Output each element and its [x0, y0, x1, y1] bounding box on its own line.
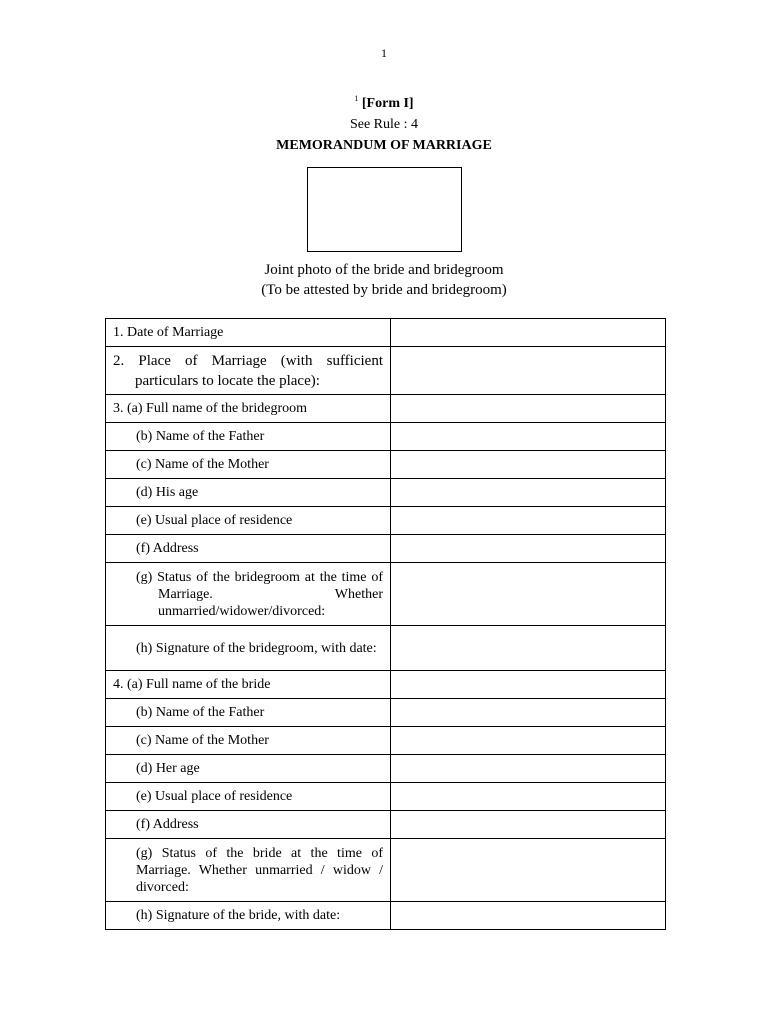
table-row [106, 626, 666, 671]
table-row [106, 535, 666, 563]
bridegroom-address-field[interactable] [391, 535, 666, 563]
joint-photo-box[interactable] [307, 167, 462, 252]
row-label: (d) Her age [106, 755, 391, 783]
row-label: 1. Date of Marriage [106, 319, 391, 347]
place-of-marriage-field[interactable] [391, 347, 666, 395]
table-row [106, 423, 666, 451]
photo-caption [0, 260, 768, 300]
bridegroom-signature-field[interactable] [391, 626, 666, 671]
bride-residence-field[interactable] [391, 783, 666, 811]
bride-address-field[interactable] [391, 811, 666, 839]
row-label: 4. (a) Full name of the bride [106, 671, 391, 699]
row-label: (g) Status of the bridegroom at the time of Marriage. Whether unmarried/widower/divorced: [136, 569, 383, 619]
row-label: (h) Signature of the bride, with date: [106, 902, 391, 930]
footnote-marker: 1 [354, 94, 359, 103]
bridegroom-residence-field[interactable] [391, 507, 666, 535]
row-label: (c) Name of the Mother [106, 727, 391, 755]
row-label: (g) Status of the bride at the time of Marriage. Whether unmarried / widow / divorced: [136, 845, 383, 895]
rule-reference: See Rule : 4 [349, 117, 419, 132]
table-row [106, 783, 666, 811]
page-number: 1 [381, 46, 387, 60]
bride-signature-field[interactable] [391, 902, 666, 930]
form-heading [0, 96, 768, 112]
photo-caption-line-2: (To be attested by bride and bridegroom) [261, 282, 507, 298]
bridegroom-father-name-field[interactable] [391, 423, 666, 451]
photo-caption-line-1: Joint photo of the bride and bridegroom [264, 262, 504, 278]
bride-full-name-field[interactable] [391, 671, 666, 699]
row-label: (f) Address [106, 535, 391, 563]
table-row [106, 839, 666, 902]
table-row [106, 507, 666, 535]
bride-age-field[interactable] [391, 755, 666, 783]
table-row [106, 319, 666, 347]
bride-status-field[interactable] [391, 839, 666, 902]
table-row [106, 902, 666, 930]
table-row [106, 671, 666, 699]
bridegroom-status-field[interactable] [391, 563, 666, 626]
table-row [106, 563, 666, 626]
table-row [106, 727, 666, 755]
row-label: (f) Address [106, 811, 391, 839]
table-row [106, 699, 666, 727]
table-row [106, 395, 666, 423]
row-label: (b) Name of the Father [106, 699, 391, 727]
row-label: (h) Signature of the bridegroom, with date: [136, 640, 377, 656]
table-row [106, 811, 666, 839]
row-label: (c) Name of the Mother [106, 451, 391, 479]
document-title: MEMORANDUM OF MARRIAGE [276, 138, 492, 153]
table-row [106, 755, 666, 783]
row-label: 3. (a) Full name of the bridegroom [106, 395, 391, 423]
table-row [106, 479, 666, 507]
row-label: 2. Place of Marriage (with sufficient particulars to locate the place): [113, 352, 383, 389]
table-row [106, 451, 666, 479]
date-of-marriage-field[interactable] [391, 319, 666, 347]
form-label: [Form I] [361, 96, 414, 111]
row-label: (e) Usual place of residence [106, 783, 391, 811]
table-row [106, 347, 666, 395]
memorandum-table [105, 318, 666, 930]
bridegroom-mother-name-field[interactable] [391, 451, 666, 479]
row-label: (b) Name of the Father [106, 423, 391, 451]
bride-mother-name-field[interactable] [391, 727, 666, 755]
bridegroom-age-field[interactable] [391, 479, 666, 507]
row-label: (e) Usual place of residence [106, 507, 391, 535]
row-label: (d) His age [106, 479, 391, 507]
bridegroom-full-name-field[interactable] [391, 395, 666, 423]
bride-father-name-field[interactable] [391, 699, 666, 727]
